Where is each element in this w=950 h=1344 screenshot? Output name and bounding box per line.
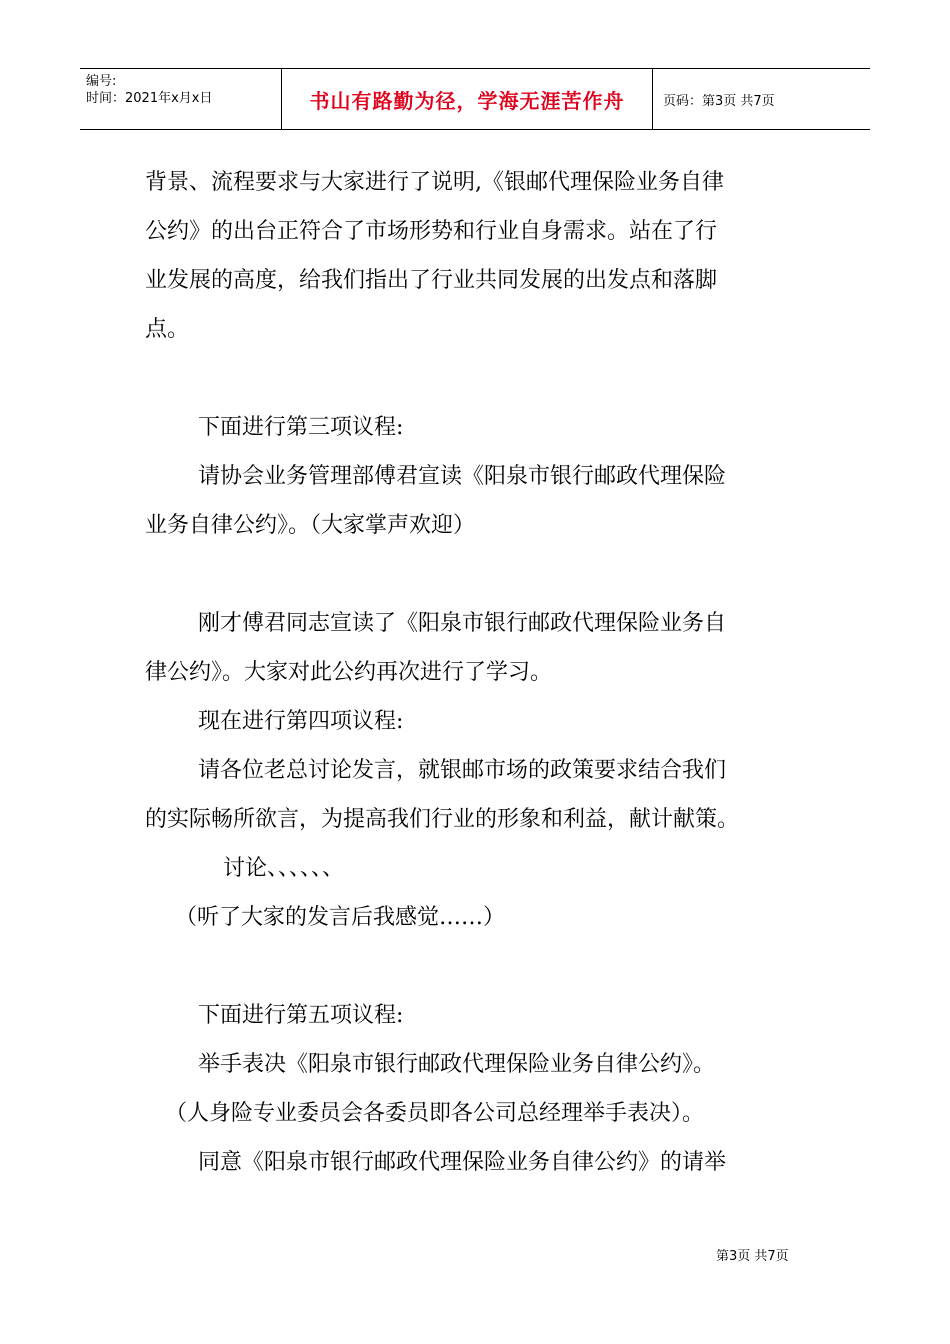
- document-body: [145, 158, 810, 1187]
- agenda-item-4-heading: 现在进行第四项议程:: [198, 709, 404, 734]
- agenda-item-3-heading: 下面进行第三项议程:: [198, 415, 404, 440]
- body-line: 请各位老总讨论发言，就银邮市场的政策要求结合我们: [198, 758, 727, 783]
- body-line: 业务自律公约》。（大家掌声欢迎）: [145, 513, 476, 538]
- body-line: 的实际畅所欲言，为提高我们行业的形象和利益，献计献策。: [145, 807, 740, 832]
- body-line: 背景、流程要求与大家进行了说明,《银邮代理保险业务自律: [145, 170, 724, 195]
- body-line: 举手表决《阳泉市银行邮政代理保险业务自律公约》。: [198, 1052, 716, 1077]
- page-header: [80, 68, 870, 130]
- agenda-item-5-heading: 下面进行第五项议程:: [198, 1003, 404, 1028]
- body-line: 点。: [145, 317, 190, 342]
- body-line: 同意《阳泉市银行邮政代理保险业务自律公约》的请举: [198, 1150, 727, 1175]
- paragraph-gap: [145, 550, 810, 599]
- paragraph-gap: [145, 354, 810, 403]
- body-line: 业发展的高度，给我们指出了行业共同发展的出发点和落脚: [145, 268, 718, 293]
- body-line: 公约》的出台正符合了市场形势和行业自身需求。站在了行: [145, 219, 718, 244]
- paragraph-gap: [145, 942, 810, 991]
- body-line: 请协会业务管理部傅君宣读《阳泉市银行邮政代理保险: [198, 464, 727, 489]
- discussion-line: 讨论、、、、、、: [223, 856, 345, 881]
- page-footer: 第3页 共7页: [716, 1249, 789, 1264]
- body-line: 刚才傅君同志宣读了《阳泉市银行邮政代理保险业务自: [198, 611, 727, 636]
- body-line: 律公约》。大家对此公约再次进行了学习。: [145, 660, 553, 685]
- body-line: （人身险专业委员会各委员即各公司总经理举手表决）。: [165, 1101, 705, 1126]
- body-line: （听了大家的发言后我感觉……）: [175, 905, 506, 930]
- header-page-info: 页码：第3页 共7页: [663, 93, 775, 109]
- header-meta: [80, 69, 282, 129]
- document-number-label: 编号:: [86, 74, 117, 89]
- document-time-label: 时间：2021年x月x日: [86, 91, 213, 106]
- header-motto: 书山有路勤为径，学海无涯苦作舟: [282, 69, 653, 129]
